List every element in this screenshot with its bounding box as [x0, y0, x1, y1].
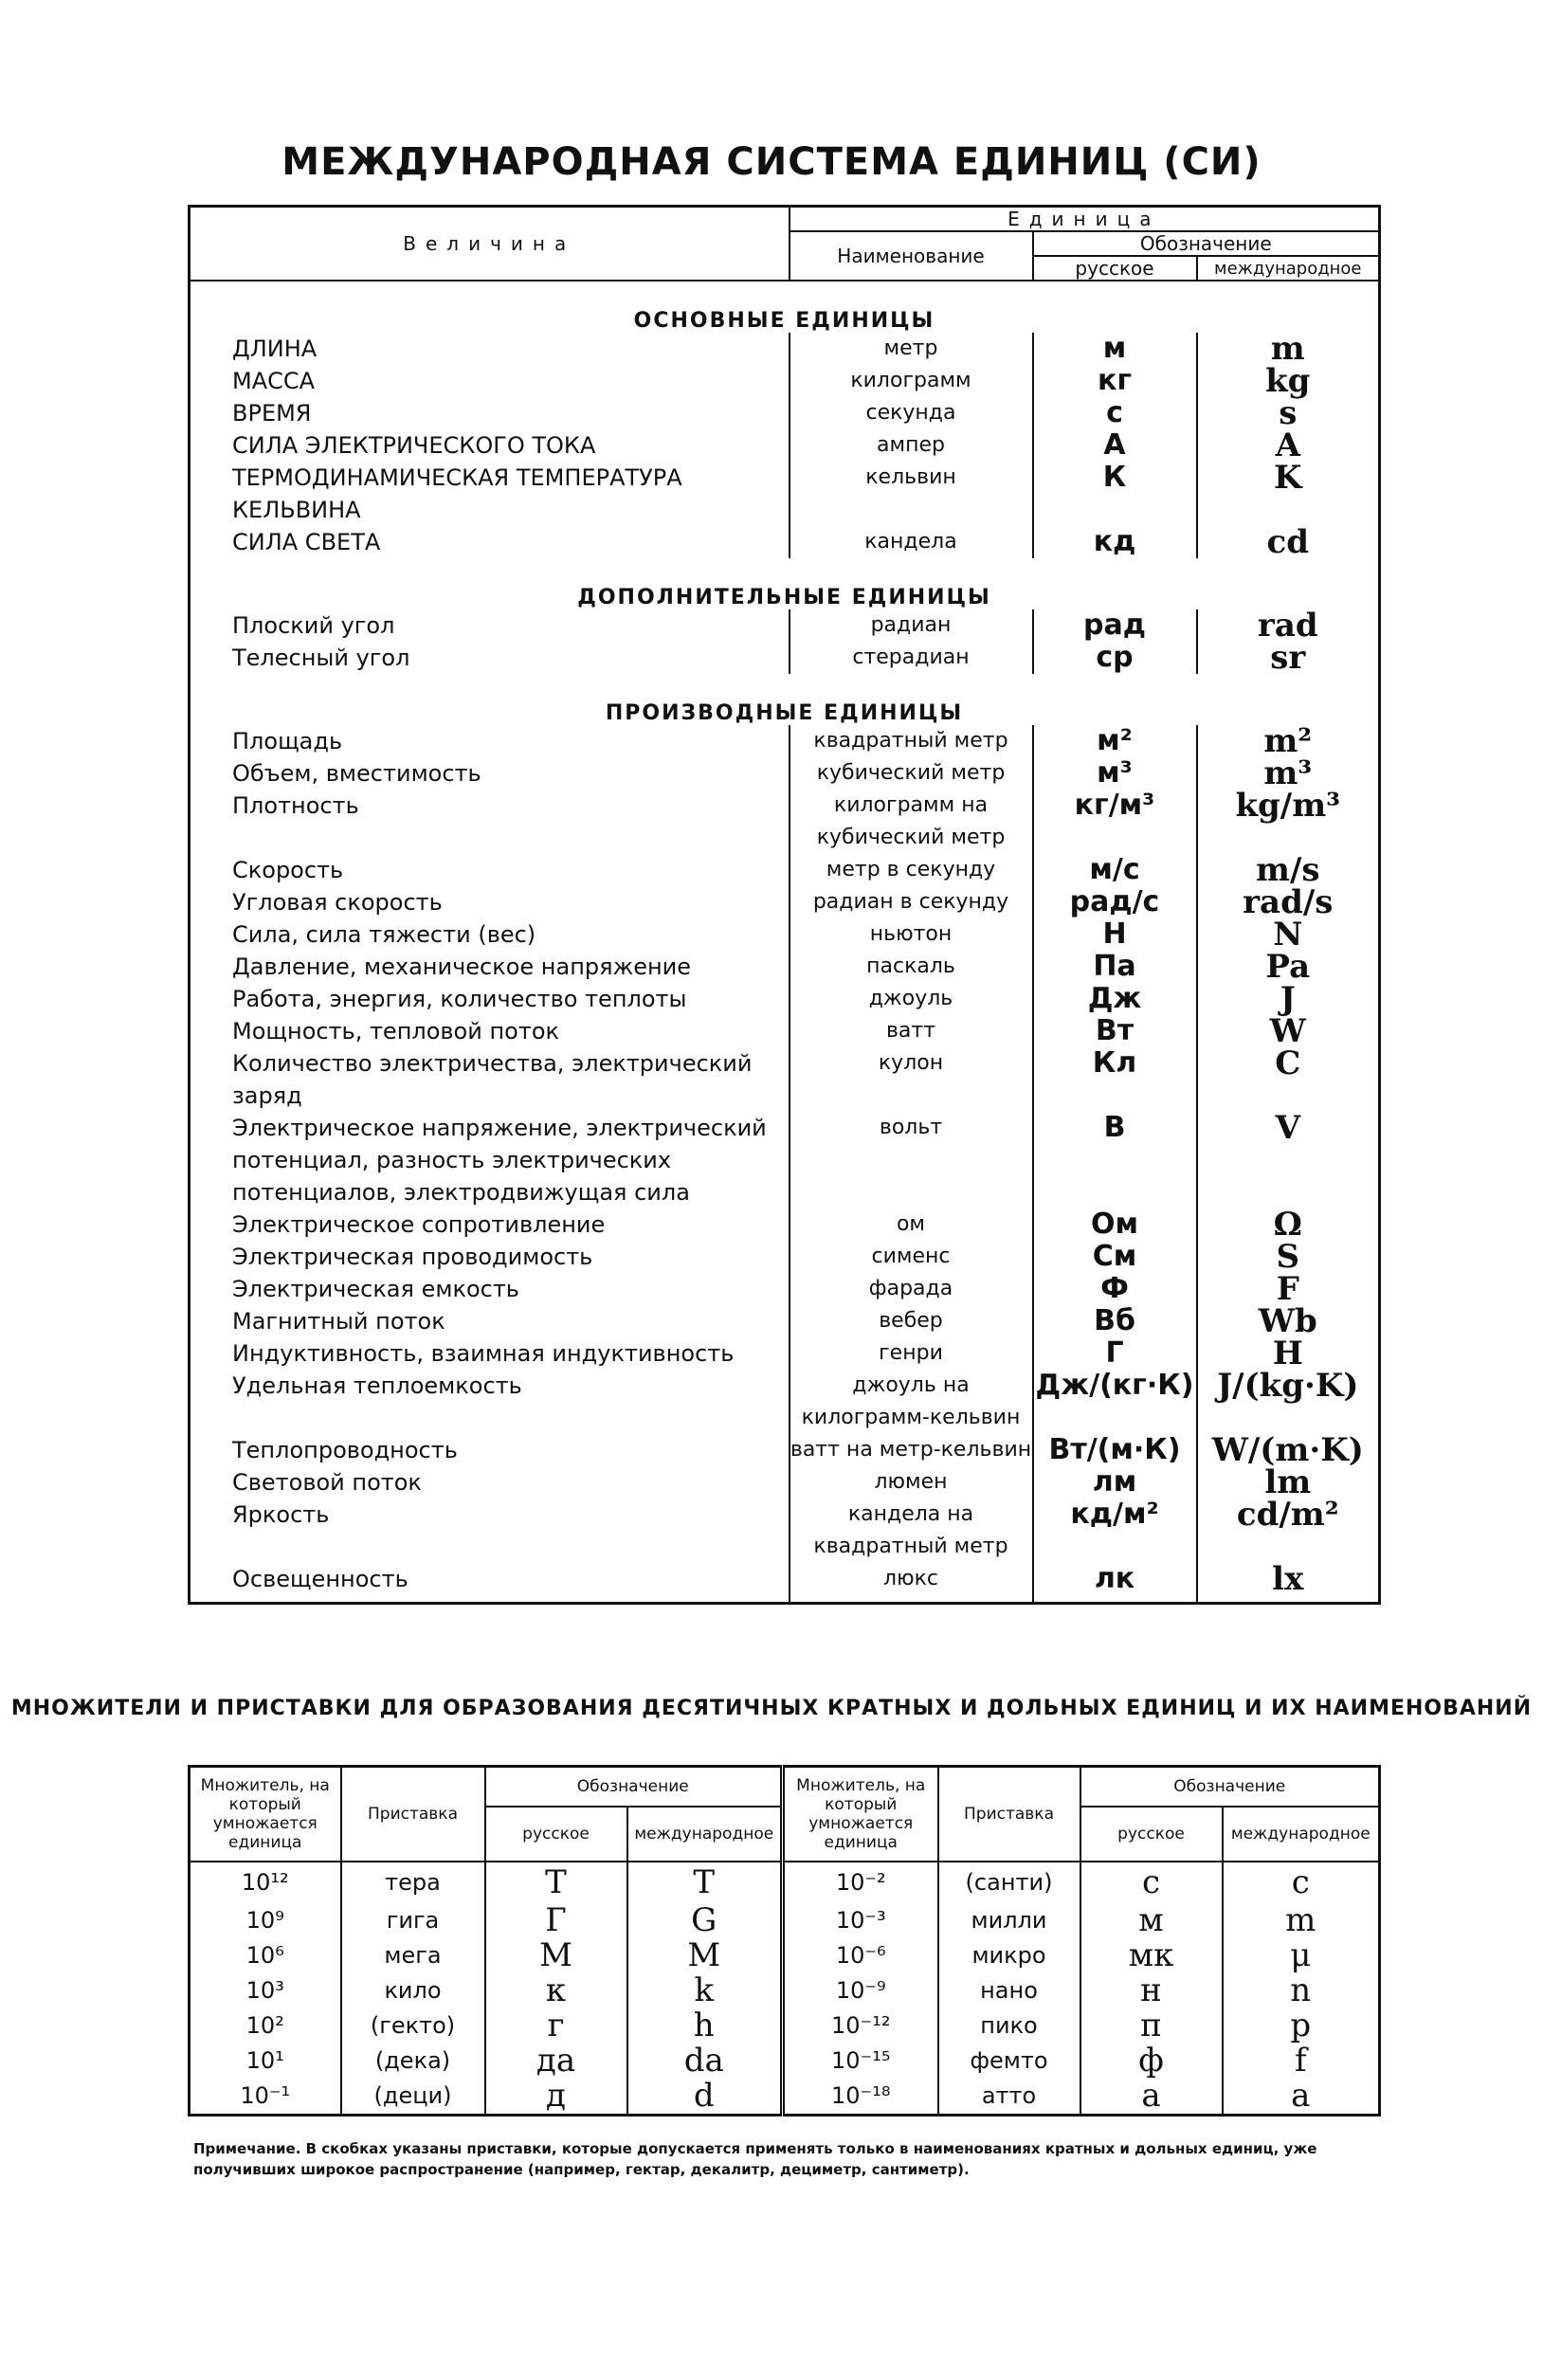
- multiplier-cell: 10¹: [245, 2046, 284, 2074]
- multiplier-cell: 10²: [245, 2011, 284, 2039]
- international-symbol-cell: V: [1197, 1112, 1380, 1208]
- table-row: [190, 1112, 1380, 1208]
- international-symbol-cell: Wb: [1197, 1305, 1380, 1337]
- russian-symbol-cell: ср: [1033, 642, 1197, 674]
- unit-name-cell: люмен: [790, 1466, 1033, 1499]
- unit-name-cell: кельвин: [790, 462, 1033, 526]
- section-title: ПРОИЗВОДНЫЕ ЕДИНИЦЫ: [605, 701, 964, 725]
- table-row: [190, 886, 1380, 918]
- unit-name-cell: джоуль: [790, 983, 1033, 1015]
- international-symbol-cell: W/(m·K): [1197, 1434, 1380, 1466]
- table-row: [190, 1208, 1380, 1241]
- si-table-header: [190, 207, 1380, 282]
- unit-name-cell: радиан: [790, 609, 1033, 642]
- russian-symbol-cell: Н: [1033, 918, 1197, 951]
- header-quantity: Величина: [190, 207, 790, 282]
- unit-name-cell: джоуль на килограмм-кельвин: [790, 1370, 1033, 1434]
- prefix-cell: (деци): [341, 2079, 485, 2116]
- russian-prefix-symbol: Г: [485, 1903, 627, 1938]
- table-row: [190, 854, 1380, 886]
- table-row: [190, 1434, 1380, 1466]
- table-row: [190, 1466, 1380, 1499]
- quantity-cell: Удельная теплоемкость: [232, 1372, 522, 1399]
- table-row: [190, 1047, 1380, 1112]
- international-symbol-cell: kg/m³: [1197, 790, 1380, 854]
- table-row: [190, 462, 1380, 526]
- international-symbol-cell: m²: [1197, 725, 1380, 757]
- prefix-row: [190, 1903, 1380, 1938]
- russian-symbol-cell: рад: [1033, 609, 1197, 642]
- international-symbol-cell: C: [1197, 1047, 1380, 1112]
- quantity-cell: Электрическая емкость: [232, 1276, 519, 1302]
- international-symbol-cell: kg: [1197, 365, 1380, 397]
- prefix-header-designation-left: Обозначение: [485, 1767, 783, 1807]
- international-symbol-cell: N: [1197, 918, 1380, 951]
- russian-prefix-symbol: д: [485, 2079, 627, 2116]
- unit-name-cell: фарада: [790, 1273, 1033, 1305]
- international-prefix-symbol: da: [627, 2044, 783, 2079]
- russian-symbol-cell: кг/м³: [1033, 790, 1197, 854]
- international-symbol-cell: m³: [1197, 757, 1380, 790]
- russian-symbol-cell: лм: [1033, 1466, 1197, 1499]
- international-prefix-symbol: a: [1223, 2079, 1380, 2116]
- prefix-header-international-left: международное: [627, 1807, 783, 1862]
- table-row: [190, 757, 1380, 790]
- prefix-header-russian-right: русское: [1080, 1807, 1223, 1862]
- unit-name-cell: вебер: [790, 1305, 1033, 1337]
- international-prefix-symbol: h: [627, 2008, 783, 2044]
- quantity-cell: Магнитный поток: [232, 1308, 445, 1335]
- international-prefix-symbol: n: [1223, 1973, 1380, 2008]
- quantity-cell: ТЕРМОДИНАМИЧЕСКАЯ ТЕМПЕРАТУРА КЕЛЬВИНА: [232, 464, 682, 523]
- quantity-cell: Плоский угол: [232, 612, 395, 639]
- russian-prefix-symbol: н: [1080, 1973, 1223, 2008]
- international-symbol-cell: A: [1197, 429, 1380, 462]
- page-title: МЕЖДУНАРОДНАЯ СИСТЕМА ЕДИНИЦ (СИ): [281, 140, 1262, 184]
- unit-name-cell: ватт на метр-кельвин: [790, 1434, 1033, 1466]
- russian-symbol-cell: Кл: [1033, 1047, 1197, 1112]
- section-heading: [190, 558, 1380, 609]
- unit-name-cell: ом: [790, 1208, 1033, 1241]
- quantity-cell: Угловая скорость: [232, 889, 443, 916]
- russian-symbol-cell: А: [1033, 429, 1197, 462]
- quantity-cell: Телесный угол: [232, 645, 410, 671]
- russian-symbol-cell: рад/с: [1033, 886, 1197, 918]
- international-symbol-cell: sr: [1197, 642, 1380, 674]
- russian-symbol-cell: Дж: [1033, 983, 1197, 1015]
- table-row: [190, 918, 1380, 951]
- multiplier-cell: 10⁻¹²: [783, 2008, 938, 2044]
- si-units-table: [188, 205, 1381, 1605]
- unit-name-cell: паскаль: [790, 951, 1033, 983]
- russian-prefix-symbol: г: [485, 2008, 627, 2044]
- international-symbol-cell: F: [1197, 1273, 1380, 1305]
- unit-name-cell: люкс: [790, 1563, 1033, 1595]
- multiplier-cell: 10⁻³: [783, 1903, 938, 1938]
- prefix-header-multiplier-left: Множитель, на который умножается единица: [190, 1767, 341, 1862]
- russian-symbol-cell: кд/м²: [1033, 1499, 1197, 1563]
- section-heading: [190, 281, 1380, 333]
- international-prefix-symbol: M: [627, 1938, 783, 1973]
- multiplier-cell: 10¹²: [241, 1868, 289, 1896]
- russian-symbol-cell: м: [1033, 333, 1197, 365]
- unit-name-cell: килограмм на кубический метр: [790, 790, 1033, 854]
- prefix-header-designation-right: Обозначение: [1080, 1767, 1380, 1807]
- international-symbol-cell: J/(kg·K): [1197, 1370, 1380, 1434]
- unit-name-cell: генри: [790, 1337, 1033, 1370]
- footnote: Примечание. В скобках указаны приставки, которые допускается применять только в наименованиях кратных и дольных единиц, уже получивших широкое распространение (например, гектар, декалитр, дециметр, сантиметр).: [193, 2140, 1317, 2178]
- quantity-cell: СИЛА ЭЛЕКТРИЧЕСКОГО ТОКА: [232, 432, 596, 459]
- prefix-row: [190, 2044, 1380, 2079]
- multiplier-cell: 10⁻¹: [240, 2081, 291, 2109]
- russian-symbol-cell: К: [1033, 462, 1197, 526]
- prefix-cell: нано: [938, 1973, 1080, 2008]
- prefix-cell: кило: [341, 1973, 485, 2008]
- si-table-body: [190, 281, 1380, 1603]
- header-international: международное: [1197, 256, 1380, 281]
- russian-symbol-cell: м²: [1033, 725, 1197, 757]
- russian-prefix-symbol: М: [485, 1938, 627, 1973]
- quantity-cell: ВРЕМЯ: [232, 400, 312, 427]
- table-row: [190, 1241, 1380, 1273]
- international-prefix-symbol: G: [627, 1903, 783, 1938]
- prefix-cell: мега: [341, 1938, 485, 1973]
- russian-prefix-symbol: а: [1080, 2079, 1223, 2116]
- prefix-header-multiplier-right: Множитель, на который умножается единица: [783, 1767, 938, 1862]
- prefix-cell: тера: [341, 1862, 485, 1903]
- multiplier-cell: 10⁻²: [783, 1862, 938, 1903]
- unit-name-cell: квадратный метр: [790, 725, 1033, 757]
- international-symbol-cell: s: [1197, 397, 1380, 429]
- multiplier-cell: 10⁻⁹: [783, 1973, 938, 2008]
- international-prefix-symbol: c: [1223, 1862, 1380, 1903]
- quantity-cell: Индуктивность, взаимная индуктивность: [232, 1340, 735, 1367]
- prefix-row: [190, 1938, 1380, 1973]
- unit-name-cell: кубический метр: [790, 757, 1033, 790]
- russian-prefix-symbol: с: [1080, 1862, 1223, 1903]
- international-symbol-cell: J: [1197, 983, 1380, 1015]
- russian-prefix-symbol: ф: [1080, 2044, 1223, 2079]
- section-title: ДОПОЛНИТЕЛЬНЫЕ ЕДИНИЦЫ: [577, 586, 991, 609]
- russian-symbol-cell: кг: [1033, 365, 1197, 397]
- multiplier-cell: 10⁶: [245, 1941, 284, 1969]
- prefix-cell: (гекто): [341, 2008, 485, 2044]
- prefix-header-prefix-left: Приставка: [341, 1767, 485, 1862]
- russian-symbol-cell: кд: [1033, 526, 1197, 558]
- international-symbol-cell: m: [1197, 333, 1380, 365]
- russian-symbol-cell: с: [1033, 397, 1197, 429]
- international-prefix-symbol: T: [627, 1862, 783, 1903]
- quantity-cell: Электрическое сопротивление: [232, 1211, 606, 1238]
- table-row: [190, 1370, 1380, 1434]
- prefix-cell: микро: [938, 1938, 1080, 1973]
- unit-name-cell: метр: [790, 333, 1033, 365]
- unit-name-cell: вольт: [790, 1112, 1033, 1208]
- russian-symbol-cell: Па: [1033, 951, 1197, 983]
- international-symbol-cell: H: [1197, 1337, 1380, 1370]
- prefix-cell: милли: [938, 1903, 1080, 1938]
- quantity-cell: Объем, вместимость: [232, 760, 481, 787]
- section-title: ОСНОВНЫЕ ЕДИНИЦЫ: [633, 309, 935, 333]
- international-symbol-cell: Pa: [1197, 951, 1380, 983]
- header-russian: русское: [1033, 256, 1197, 281]
- table-spacer: [190, 1595, 1380, 1603]
- prefix-cell: пико: [938, 2008, 1080, 2044]
- international-prefix-symbol: f: [1223, 2044, 1380, 2079]
- prefix-row: [190, 1973, 1380, 2008]
- prefix-cell: (санти): [938, 1862, 1080, 1903]
- russian-symbol-cell: лк: [1033, 1563, 1197, 1595]
- international-symbol-cell: W: [1197, 1015, 1380, 1047]
- prefix-cell: (дека): [341, 2044, 485, 2079]
- international-symbol-cell: cd/m²: [1197, 1499, 1380, 1563]
- table-row: [190, 725, 1380, 757]
- russian-symbol-cell: Дж/(кг·К): [1033, 1370, 1197, 1434]
- table-row: [190, 526, 1380, 558]
- international-prefix-symbol: μ: [1223, 1938, 1380, 1973]
- prefix-cell: атто: [938, 2079, 1080, 2116]
- table-row: [190, 1015, 1380, 1047]
- quantity-cell: Мощность, тепловой поток: [232, 1018, 559, 1045]
- prefix-cell: фемто: [938, 2044, 1080, 2079]
- multiplier-cell: 10⁹: [245, 1906, 284, 1934]
- section-heading: [190, 674, 1380, 725]
- table-row: [190, 642, 1380, 674]
- unit-name-cell: сименс: [790, 1241, 1033, 1273]
- quantity-cell: Световой поток: [232, 1469, 422, 1496]
- quantity-cell: Теплопроводность: [232, 1437, 458, 1463]
- russian-symbol-cell: Г: [1033, 1337, 1197, 1370]
- unit-name-cell: кулон: [790, 1047, 1033, 1112]
- table-row: [190, 1273, 1380, 1305]
- prefixes-title: МНОЖИТЕЛИ И ПРИСТАВКИ ДЛЯ ОБРАЗОВАНИЯ ДЕСЯТИЧНЫХ КРАТНЫХ И ДОЛЬНЫХ ЕДИНИЦ И ИХ НАИМЕНОВАНИЙ: [10, 1697, 1533, 1720]
- table-row: [190, 609, 1380, 642]
- quantity-cell: Освещенность: [232, 1566, 408, 1592]
- multiplier-cell: 10³: [245, 1976, 284, 2004]
- unit-name-cell: ньютон: [790, 918, 1033, 951]
- unit-name-cell: радиан в секунду: [790, 886, 1033, 918]
- table-row: [190, 429, 1380, 462]
- prefix-row: [190, 2079, 1380, 2116]
- unit-name-cell: килограмм: [790, 365, 1033, 397]
- russian-symbol-cell: м³: [1033, 757, 1197, 790]
- prefixes-header: [190, 1767, 1380, 1862]
- international-symbol-cell: S: [1197, 1241, 1380, 1273]
- quantity-cell: Площадь: [232, 728, 343, 754]
- russian-prefix-symbol: да: [485, 2044, 627, 2079]
- header-name: Наименование: [790, 231, 1033, 281]
- russian-symbol-cell: Ом: [1033, 1208, 1197, 1241]
- table-row: [190, 983, 1380, 1015]
- table-row: [190, 1563, 1380, 1595]
- unit-name-cell: секунда: [790, 397, 1033, 429]
- table-row: [190, 1337, 1380, 1370]
- quantity-cell: Сила, сила тяжести (вес): [232, 921, 536, 948]
- quantity-cell: Работа, энергия, количество теплоты: [232, 986, 687, 1012]
- multiplier-cell: 10⁻¹⁵: [783, 2044, 938, 2079]
- prefix-header-international-right: международное: [1223, 1807, 1380, 1862]
- international-symbol-cell: cd: [1197, 526, 1380, 558]
- international-symbol-cell: m/s: [1197, 854, 1380, 886]
- unit-name-cell: стерадиан: [790, 642, 1033, 674]
- russian-prefix-symbol: Т: [485, 1862, 627, 1903]
- table-row: [190, 790, 1380, 854]
- prefix-header-prefix-right: Приставка: [938, 1767, 1080, 1862]
- international-symbol-cell: Ω: [1197, 1208, 1380, 1241]
- quantity-cell: Количество электричества, электрический заряд: [232, 1050, 753, 1109]
- quantity-cell: Электрическое напряжение, электрический потенциал, разность электрических потенциалов, электродвижущая сила: [232, 1115, 767, 1206]
- multiplier-cell: 10⁻¹⁸: [783, 2079, 938, 2116]
- table-row: [190, 333, 1380, 365]
- prefix-cell: гига: [341, 1903, 485, 1938]
- unit-name-cell: кандела на квадратный метр: [790, 1499, 1033, 1563]
- quantity-cell: МАССА: [232, 368, 316, 394]
- russian-symbol-cell: В: [1033, 1112, 1197, 1208]
- quantity-cell: Давление, механическое напряжение: [232, 954, 692, 980]
- prefixes-body: [190, 1862, 1380, 2116]
- header-unit: Единица: [790, 207, 1380, 232]
- quantity-cell: Электрическая проводимость: [232, 1244, 593, 1270]
- table-row: [190, 397, 1380, 429]
- international-prefix-symbol: m: [1223, 1903, 1380, 1938]
- unit-name-cell: кандела: [790, 526, 1033, 558]
- prefix-row: [190, 2008, 1380, 2044]
- international-symbol-cell: K: [1197, 462, 1380, 526]
- table-row: [190, 1305, 1380, 1337]
- international-prefix-symbol: k: [627, 1973, 783, 2008]
- russian-prefix-symbol: м: [1080, 1903, 1223, 1938]
- russian-symbol-cell: Вт/(м·К): [1033, 1434, 1197, 1466]
- russian-symbol-cell: См: [1033, 1241, 1197, 1273]
- international-symbol-cell: rad: [1197, 609, 1380, 642]
- quantity-cell: Плотность: [232, 792, 359, 819]
- russian-symbol-cell: Вб: [1033, 1305, 1197, 1337]
- russian-symbol-cell: Вт: [1033, 1015, 1197, 1047]
- international-symbol-cell: lm: [1197, 1466, 1380, 1499]
- unit-name-cell: метр в секунду: [790, 854, 1033, 886]
- multiplier-cell: 10⁻⁶: [783, 1938, 938, 1973]
- international-prefix-symbol: p: [1223, 2008, 1380, 2044]
- unit-name-cell: ватт: [790, 1015, 1033, 1047]
- quantity-cell: СИЛА СВЕТА: [232, 529, 381, 555]
- russian-prefix-symbol: к: [485, 1973, 627, 2008]
- russian-prefix-symbol: п: [1080, 2008, 1223, 2044]
- russian-symbol-cell: м/с: [1033, 854, 1197, 886]
- table-row: [190, 1499, 1380, 1563]
- header-designation: Обозначение: [1033, 231, 1380, 256]
- quantity-cell: Скорость: [232, 857, 344, 883]
- international-symbol-cell: rad/s: [1197, 886, 1380, 918]
- table-row: [190, 951, 1380, 983]
- russian-symbol-cell: Ф: [1033, 1273, 1197, 1305]
- prefix-header-russian-left: русское: [485, 1807, 627, 1862]
- prefix-row: [190, 1862, 1380, 1903]
- prefixes-table: [188, 1765, 1381, 2117]
- international-symbol-cell: lx: [1197, 1563, 1380, 1595]
- quantity-cell: Яркость: [232, 1501, 330, 1528]
- unit-name-cell: ампер: [790, 429, 1033, 462]
- international-prefix-symbol: d: [627, 2079, 783, 2116]
- russian-prefix-symbol: мк: [1080, 1938, 1223, 1973]
- quantity-cell: ДЛИНА: [232, 336, 318, 362]
- table-row: [190, 365, 1380, 397]
